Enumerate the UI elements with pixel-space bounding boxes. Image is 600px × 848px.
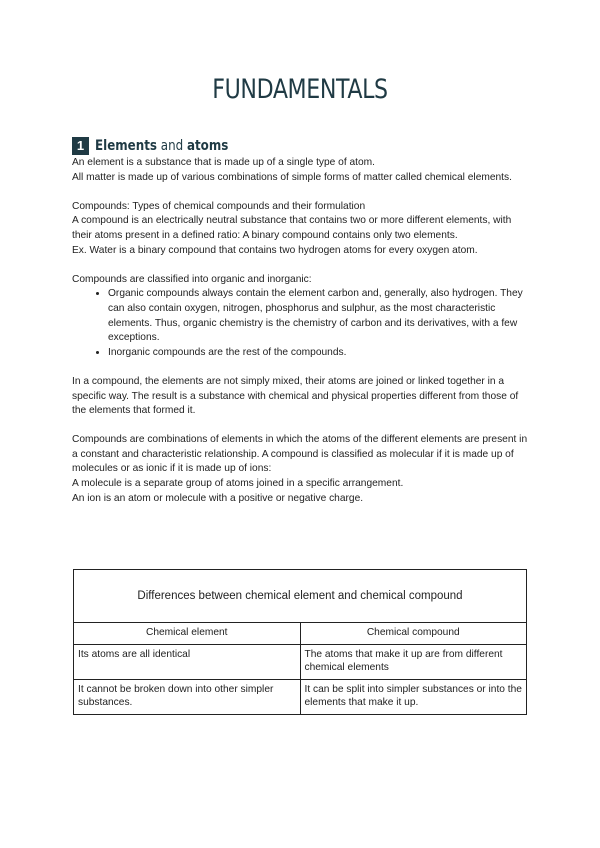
paragraph: A compound is an electrically neutral substance that contains two or more different elements, with their atoms present in a defined ratio: A binary compound contains only two elements. bbox=[72, 215, 512, 241]
paragraph: All matter is made up of various combinations of simple forms of matter called chemical elements. bbox=[72, 171, 512, 183]
section-heading bbox=[72, 137, 252, 155]
paragraph: A molecule is a separate group of atoms joined in a specific arrangement. bbox=[72, 478, 404, 490]
section-title-part-2: and bbox=[156, 138, 187, 154]
list-item: • Organic compounds always contain the element carbon and, generally, also hydrogen. They can also contain oxygen, nitrogen, phosphorus and sulphur, as the most characteristic elements. Thus, organic chemistry is the chemistry of carbon and its derivatives, with a few exceptions. bbox=[108, 287, 532, 345]
table-row bbox=[74, 680, 527, 715]
paragraph: Compounds are classified into organic and inorganic: bbox=[72, 273, 312, 285]
paragraph: An ion is an atom or molecule with a positive or negative charge. bbox=[72, 492, 364, 504]
table-header-cell: Chemical element bbox=[74, 623, 301, 645]
table-caption: Differences between chemical element and chemical compound bbox=[74, 570, 527, 623]
paragraph: Compounds are combinations of elements in which the atoms of the different elements are present in a constant and characteristic relationship. A compound is classified as molecular if it is made up of molecules or as ionic if it is made up of ions: bbox=[72, 434, 528, 475]
section-title bbox=[95, 138, 228, 154]
table-cell: It can be split into simpler substances or into the elements that make it up. bbox=[300, 680, 527, 715]
paragraph: Compounds: Types of chemical compounds and their formulation bbox=[72, 200, 366, 212]
paragraph: In a compound, the elements are not simply mixed, their atoms are joined or linked together in a specific way. The result is a substance with chemical and physical properties different from those of the elements that formed it. bbox=[72, 375, 519, 417]
table-cell: It cannot be broken down into other simpler substances. bbox=[74, 680, 301, 715]
table-header-cell: Chemical compound bbox=[300, 623, 527, 645]
table-cell: Its atoms are all identical bbox=[74, 645, 301, 680]
section-title-part-1: Elements bbox=[95, 138, 157, 154]
table-header-row bbox=[74, 623, 527, 645]
comparison-table bbox=[73, 569, 527, 715]
paragraph: An element is a substance that is made up of a single type of atom. bbox=[72, 157, 375, 168]
table-cell: The atoms that make it up are from different chemical elements bbox=[300, 645, 527, 680]
section-title-part-3: atoms bbox=[186, 138, 229, 154]
bullet-list bbox=[72, 287, 532, 360]
section-number-badge: 1 bbox=[72, 137, 89, 155]
page-title: FUNDAMENTALS bbox=[212, 74, 388, 105]
body-text bbox=[72, 156, 532, 506]
table-row bbox=[74, 645, 527, 680]
list-item: • Inorganic compounds are the rest of the compounds. bbox=[108, 346, 532, 361]
paragraph: Ex. Water is a binary compound that contains two hydrogen atoms for every oxygen atom. bbox=[72, 244, 478, 256]
